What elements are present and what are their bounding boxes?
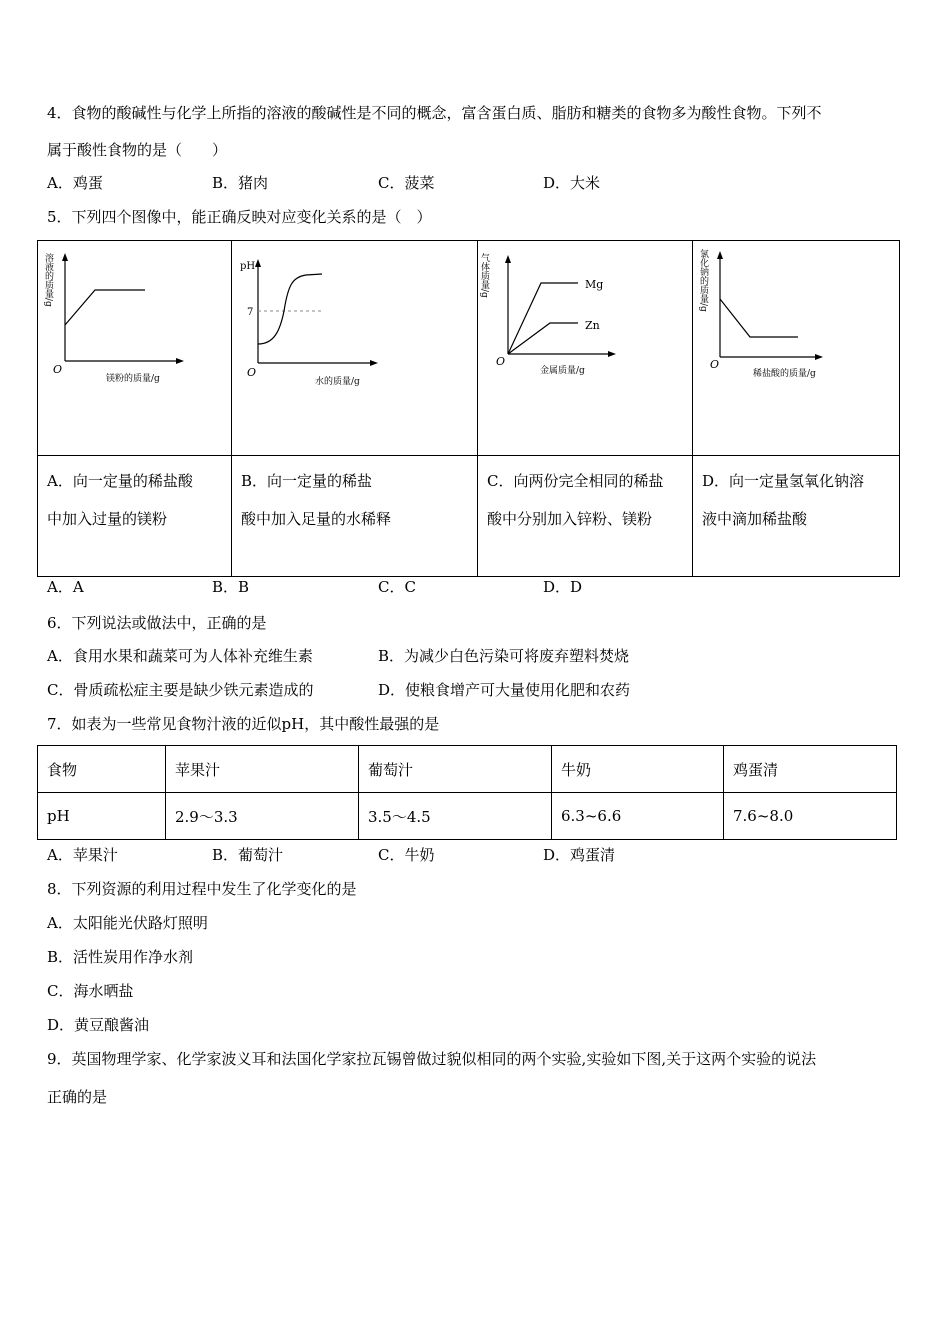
graph-a-caption xyxy=(38,456,232,577)
q4-option-c: C．菠菜 xyxy=(378,174,435,192)
ph-table-header-cell: 葡萄汁 xyxy=(359,746,552,793)
q8-option-d: D．黄豆酿酱油 xyxy=(47,1016,150,1034)
ph-table-header-cell: 苹果汁 xyxy=(166,746,359,793)
ph-table-row xyxy=(38,793,897,840)
q5-graph-table xyxy=(37,240,900,577)
graph-d-x-arrow xyxy=(815,354,823,360)
ph-table-header-row xyxy=(38,746,897,793)
q6-option-d: D．使粮食增产可大量使用化肥和农药 xyxy=(378,681,631,699)
q7-option-b: B．葡萄汁 xyxy=(212,846,284,864)
ph-table-cell: 7.6~8.0 xyxy=(724,793,897,840)
graph-d-caption-line1: D．向一定量氢氧化钠溶 xyxy=(702,472,865,490)
q6-option-b: B．为减少白色污染可将废弃塑料焚烧 xyxy=(378,647,630,665)
q8-option-a: A．太阳能光伏路灯照明 xyxy=(47,914,208,932)
graph-a-cell xyxy=(38,241,232,456)
graph-c-cell xyxy=(478,241,693,456)
graph-b-cell xyxy=(232,241,478,456)
ph-table-cell: 6.3~6.6 xyxy=(552,793,724,840)
graph-a-ylabel: 溶液的质量/g xyxy=(43,253,53,307)
ph-table-header-cell: 食物 xyxy=(38,746,166,793)
q9-stem-line2: 正确的是 xyxy=(47,1088,108,1106)
graph-d-y-arrow xyxy=(717,251,723,259)
graph-d-caption xyxy=(693,456,900,577)
graph-a xyxy=(38,241,231,451)
graph-c-caption-line2: 酸中分别加入锌粉、镁粉 xyxy=(487,510,653,528)
ph-table xyxy=(37,745,897,840)
graph-c-origin: O xyxy=(496,355,506,368)
graph-d-curve xyxy=(720,299,798,337)
q7-option-c: C．牛奶 xyxy=(378,846,435,864)
graph-a-caption-line1: A．向一定量的稀盐酸 xyxy=(47,472,193,490)
q8-option-c: C．海水晒盐 xyxy=(47,982,134,1000)
q9-stem-line1: 9．英国物理学家、化学家波义耳和法国化学家拉瓦锡曾做过貌似相同的两个实验,实验如下图,关于这两个实验的说法 xyxy=(47,1050,817,1068)
graph-a-y-arrow xyxy=(62,253,68,261)
q4-stem-line2: 属于酸性食物的是（ ） xyxy=(47,141,228,159)
graph-b xyxy=(232,241,477,451)
q7-option-d: D．鸡蛋清 xyxy=(543,846,616,864)
graph-b-caption-line1: B．向一定量的稀盐 xyxy=(241,472,373,490)
q5-option-c: C．C xyxy=(378,578,416,596)
graph-c-xlabel: 金属质量/g xyxy=(540,366,585,376)
q6-option-c: C．骨质疏松症主要是缺少铁元素造成的 xyxy=(47,681,314,699)
q6-option-a: A．食用水果和蔬菜可为人体补充维生素 xyxy=(47,647,313,665)
q5-option-b: B．B xyxy=(212,578,250,596)
graph-d-ylabel: 氯化钠的质量/g xyxy=(698,249,708,312)
ph-table-header-cell: 鸡蛋清 xyxy=(724,746,897,793)
graph-b-origin: O xyxy=(247,366,257,379)
q4-stem-line1: 4．食物的酸碱性与化学上所指的溶液的酸碱性是不同的概念，富含蛋白质、脂肪和糖类的食物多为酸性食物。下列不 xyxy=(47,104,822,122)
ph-table-cell: pH xyxy=(38,793,166,840)
graph-c-caption-line1: C．向两份完全相同的稀盐 xyxy=(487,472,664,490)
graph-b-tick-7: 7 xyxy=(247,307,254,318)
q5-option-d: D．D xyxy=(543,578,583,596)
ph-table-cell: 3.5～4.5 xyxy=(359,793,552,840)
graph-d xyxy=(693,241,899,451)
graph-a-curve xyxy=(65,290,145,325)
q4-option-b: B．猪肉 xyxy=(212,174,269,192)
graph-b-curve xyxy=(258,274,322,344)
graph-c-label-mg: Mg xyxy=(585,278,604,291)
graph-b-xlabel: 水的质量/g xyxy=(315,377,360,387)
graph-b-caption-line2: 酸中加入足量的水稀释 xyxy=(241,510,392,528)
graph-a-origin: O xyxy=(53,363,63,376)
q7-option-a: A．苹果汁 xyxy=(47,846,118,864)
graph-c-ylabel: 气体质量/g xyxy=(479,253,489,298)
graph-d-xlabel: 稀盐酸的质量/g xyxy=(753,369,816,379)
graph-a-x-arrow xyxy=(176,358,184,364)
graph-d-cell xyxy=(693,241,900,456)
graph-d-origin: O xyxy=(710,358,720,371)
q5-stem: 5．下列四个图像中，能正确反映对应变化关系的是（ ） xyxy=(47,208,432,226)
graph-c-label-zn: Zn xyxy=(585,319,600,332)
graph-c-caption xyxy=(478,456,693,577)
q8-option-b: B．活性炭用作净水剂 xyxy=(47,948,194,966)
q6-stem: 6．下列说法或做法中，正确的是 xyxy=(47,614,267,632)
q7-stem: 7．如表为一些常见食物汁液的近似pH，其中酸性最强的是 xyxy=(47,715,440,733)
q5-option-a: A．A xyxy=(47,578,84,596)
graph-c xyxy=(478,241,692,451)
q4-option-d: D．大米 xyxy=(543,174,601,192)
graph-b-y-arrow xyxy=(255,259,261,267)
graph-c-curve-zn xyxy=(508,323,578,354)
ph-table-cell: 2.9～3.3 xyxy=(166,793,359,840)
graph-c-x-arrow xyxy=(608,351,616,357)
graph-a-xlabel: 镁粉的质量/g xyxy=(106,374,160,384)
graph-d-caption-line2: 液中滴加稀盐酸 xyxy=(702,510,808,528)
graph-c-y-arrow xyxy=(505,255,511,263)
graph-a-caption-line2: 中加入过量的镁粉 xyxy=(47,510,168,528)
q8-stem: 8．下列资源的利用过程中发生了化学变化的是 xyxy=(47,880,357,898)
graph-c-curve-mg xyxy=(508,283,578,354)
ph-table-header-cell: 牛奶 xyxy=(552,746,724,793)
graph-b-x-arrow xyxy=(370,360,378,366)
graph-b-ylabel: pH xyxy=(240,261,256,272)
graph-b-caption xyxy=(232,456,478,577)
q4-option-a: A．鸡蛋 xyxy=(47,174,103,192)
